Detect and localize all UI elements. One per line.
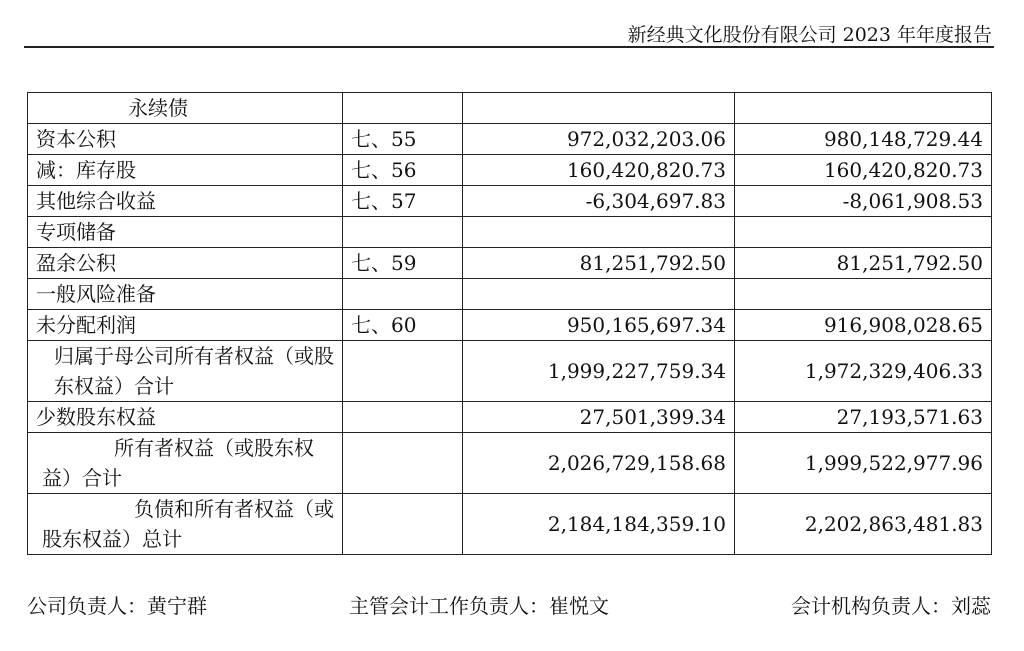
row-item: 盈余公积 <box>28 248 343 279</box>
row-current: 81,251,792.50 <box>463 248 735 279</box>
row-note: 七、60 <box>343 310 463 341</box>
row-item: 减：库存股 <box>28 155 343 186</box>
table-row <box>28 93 992 124</box>
row-item: 少数股东权益 <box>28 402 343 433</box>
row-prior: 160,420,820.73 <box>735 155 992 186</box>
row-prior: 2,202,863,481.83 <box>735 494 992 555</box>
row-prior: 1,999,522,977.96 <box>735 433 992 494</box>
row-item: 所有者权益（或股东权益）合计 <box>28 433 343 494</box>
row-current: -6,304,697.83 <box>463 186 735 217</box>
row-current: 1,999,227,759.34 <box>463 341 735 402</box>
table-row <box>28 217 992 248</box>
row-prior <box>735 279 992 310</box>
accounting-org-head-signature: 会计机构负责人：刘蕊 <box>791 594 991 618</box>
table-row <box>28 310 992 341</box>
table-row <box>28 279 992 310</box>
row-prior: 27,193,571.63 <box>735 402 992 433</box>
table-row <box>28 402 992 433</box>
report-title: 新经典文化股份有限公司 2023 年年度报告 <box>627 24 992 46</box>
table-row <box>28 494 992 555</box>
row-current: 27,501,399.34 <box>463 402 735 433</box>
row-item: 一般风险准备 <box>28 279 343 310</box>
row-prior <box>735 217 992 248</box>
row-prior: 81,251,792.50 <box>735 248 992 279</box>
row-note <box>343 494 463 555</box>
table-row <box>28 341 992 402</box>
row-item: 专项储备 <box>28 217 343 248</box>
table-row <box>28 433 992 494</box>
table-row <box>28 124 992 155</box>
row-note <box>343 93 463 124</box>
row-current <box>463 217 735 248</box>
equity-table <box>27 92 992 555</box>
row-note <box>343 341 463 402</box>
row-current <box>463 279 735 310</box>
row-note <box>343 402 463 433</box>
row-note: 七、57 <box>343 186 463 217</box>
row-item: 归属于母公司所有者权益（或股东权益）合计 <box>28 341 343 402</box>
row-current: 972,032,203.06 <box>463 124 735 155</box>
row-current <box>463 93 735 124</box>
row-note: 七、56 <box>343 155 463 186</box>
accounting-head-signature: 主管会计工作负责人：崔悦文 <box>349 594 609 618</box>
row-note <box>343 279 463 310</box>
row-prior <box>735 93 992 124</box>
report-header <box>24 14 994 48</box>
table-row <box>28 186 992 217</box>
row-item: 未分配利润 <box>28 310 343 341</box>
table-row <box>28 155 992 186</box>
row-current: 160,420,820.73 <box>463 155 735 186</box>
row-item: 其他综合收益 <box>28 186 343 217</box>
row-prior: 916,908,028.65 <box>735 310 992 341</box>
row-current: 2,184,184,359.10 <box>463 494 735 555</box>
row-current: 950,165,697.34 <box>463 310 735 341</box>
row-prior: 1,972,329,406.33 <box>735 341 992 402</box>
company-head-signature: 公司负责人：黄宁群 <box>27 594 207 618</box>
row-note: 七、55 <box>343 124 463 155</box>
row-item: 永续债 <box>28 93 343 124</box>
row-prior: -8,061,908.53 <box>735 186 992 217</box>
table-row <box>28 248 992 279</box>
row-note <box>343 433 463 494</box>
row-item: 负债和所有者权益（或股东权益）总计 <box>28 494 343 555</box>
row-prior: 980,148,729.44 <box>735 124 992 155</box>
row-note <box>343 217 463 248</box>
row-item: 资本公积 <box>28 124 343 155</box>
row-note: 七、59 <box>343 248 463 279</box>
row-current: 2,026,729,158.68 <box>463 433 735 494</box>
signature-footer <box>27 590 991 622</box>
